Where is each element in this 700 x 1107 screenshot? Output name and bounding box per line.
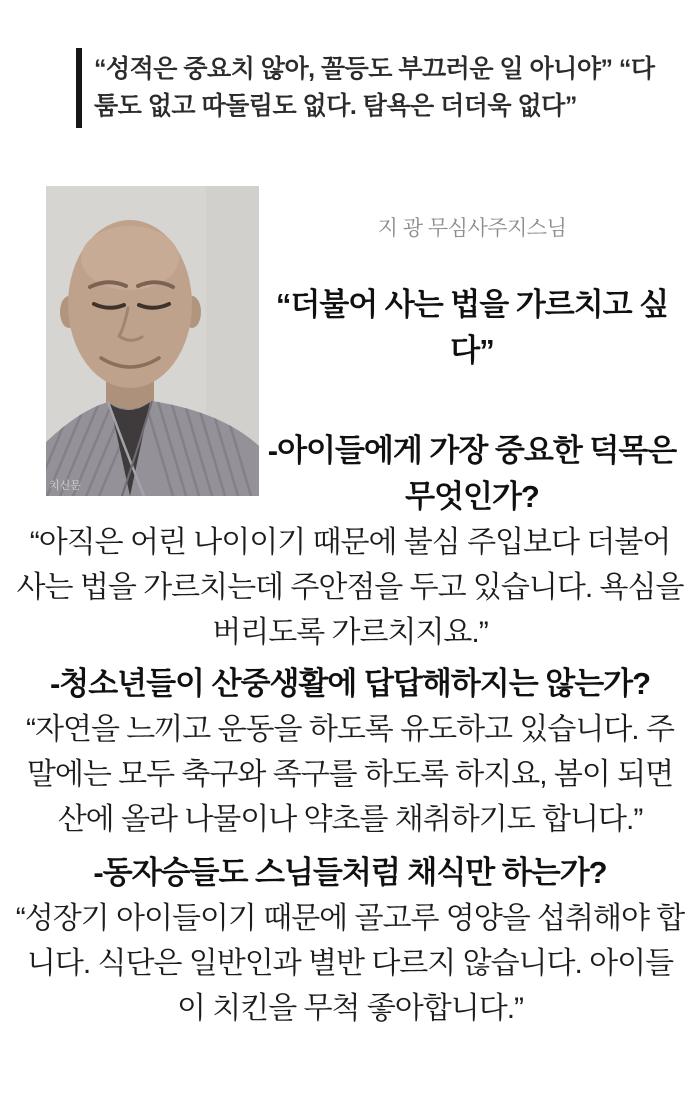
interview-question-3: -동자승들도 스님들처럼 채식만 하는가? — [93, 855, 607, 890]
interview-answer-1: “아직은 어린 나이이기 때문에 불심 주입보다 더불어 사는 법을 가르치는데 주안점을 두고 있습니다. 욕심을 버리도록 가르치지요.” — [16, 526, 684, 649]
headline-quote: “더불어 사는 법을 가르치고 싶다” — [275, 287, 669, 368]
interview-answer-3: “성장기 아이들이기 때문에 골고루 영양을 섭취해야 합니다. 식단은 일반인과 별반 다르지 않습니다. 아이들이 치킨을 무척 좋아합니다.” — [15, 902, 685, 1025]
monk-portrait-photo — [46, 186, 259, 496]
monk-portrait-illustration — [46, 186, 259, 496]
photo-watermark: 치신문 — [49, 480, 81, 492]
pull-quote-text: “성적은 중요치 않아, 꼴등도 부끄러운 일 아니야” “다툼도 없고 따돌림도 없다. 탐욕은 더더욱 없다” — [94, 55, 655, 120]
interview-question-2: -청소년들이 산중생활에 답답해하지는 않는가? — [49, 666, 651, 701]
pull-quote — [76, 48, 662, 128]
photo-caption: 지 광 무심사주지스님 — [377, 217, 567, 240]
interview-question-1: -아이들에게 가장 중요한 덕목은 무엇인가? — [267, 433, 677, 514]
interview-answer-2: “자연을 느끼고 운동을 하도록 유도하고 있습니다. 주말에는 모두 축구와 족구를 하도록 하지요, 봄이 되면 산에 올라 나물이나 약초를 채취하기도 합니다.” — [26, 713, 674, 836]
